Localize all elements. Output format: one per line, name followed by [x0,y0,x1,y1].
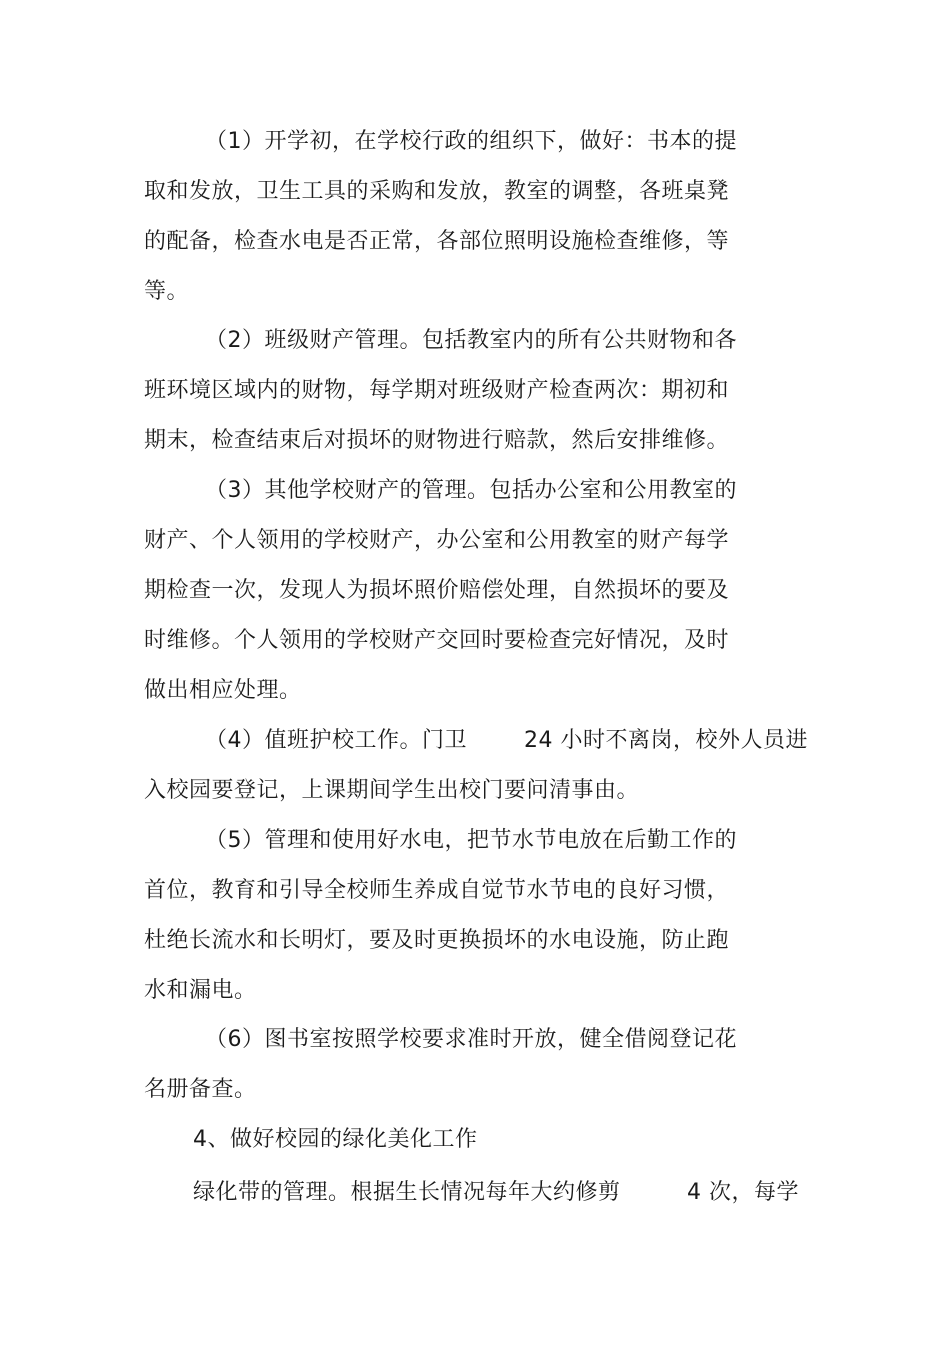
paragraph-6-line-2: 名册备查。 [144,1077,257,1102]
paragraph-6-line-1: （6）图书室按照学校要求准时开放，健全借阅登记花 [205,1027,737,1052]
paragraph-1-line-2: 取和发放，卫生工具的采购和发放，教室的调整，各班桌凳 [144,179,730,204]
paragraph-1-line-1: （1）开学初，在学校行政的组织下，做好：书本的提 [205,129,737,154]
paragraph-4-line-1a: （4）值班护校工作。门卫 [205,728,467,753]
paragraph-3-line-3: 期检查一次，发现人为损坏照价赔偿处理，自然损坏的要及 [144,578,730,603]
paragraph-5-line-4: 水和漏电。 [144,978,257,1003]
paragraph-5-line-1: （5）管理和使用好水电，把节水节电放在后勤工作的 [205,828,737,853]
paragraph-7-line-1a: 绿化带的管理。根据生长情况每年大约修剪 [193,1180,621,1205]
paragraph-3-line-1: （3）其他学校财产的管理。包括办公室和公用教室的 [205,478,737,503]
paragraph-1-line-3: 的配备，检查水电是否正常，各部位照明设施检查维修，等 [144,229,730,254]
paragraph-4-line-1b: 24 小时不离岗，校外人员进 [524,728,808,753]
paragraph-3-line-5: 做出相应处理。 [144,678,302,703]
paragraph-2-line-3: 期末，检查结束后对损坏的财物进行赔款，然后安排维修。 [144,428,730,453]
paragraph-3-line-2: 财产、个人领用的学校财产，办公室和公用教室的财产每学 [144,528,730,553]
paragraph-4-line-2: 入校园要登记，上课期间学生出校门要问清事由。 [144,778,640,803]
section-heading: 4、做好校园的绿化美化工作 [193,1127,478,1152]
paragraph-2-line-1: （2）班级财产管理。包括教室内的所有公共财物和各 [205,328,737,353]
paragraph-1-line-4: 等。 [144,279,190,304]
paragraph-2-line-2: 班环境区域内的财物，每学期对班级财产检查两次：期初和 [144,378,730,403]
paragraph-5-line-3: 杜绝长流水和长明灯，要及时更换损坏的水电设施，防止跑 [144,928,730,953]
paragraph-3-line-4: 时维修。个人领用的学校财产交回时要检查完好情况，及时 [144,628,730,653]
paragraph-5-line-2: 首位，教育和引导全校师生养成自觉节水节电的良好习惯， [144,878,730,903]
paragraph-7-line-1b: 4 次，每学 [687,1180,799,1205]
